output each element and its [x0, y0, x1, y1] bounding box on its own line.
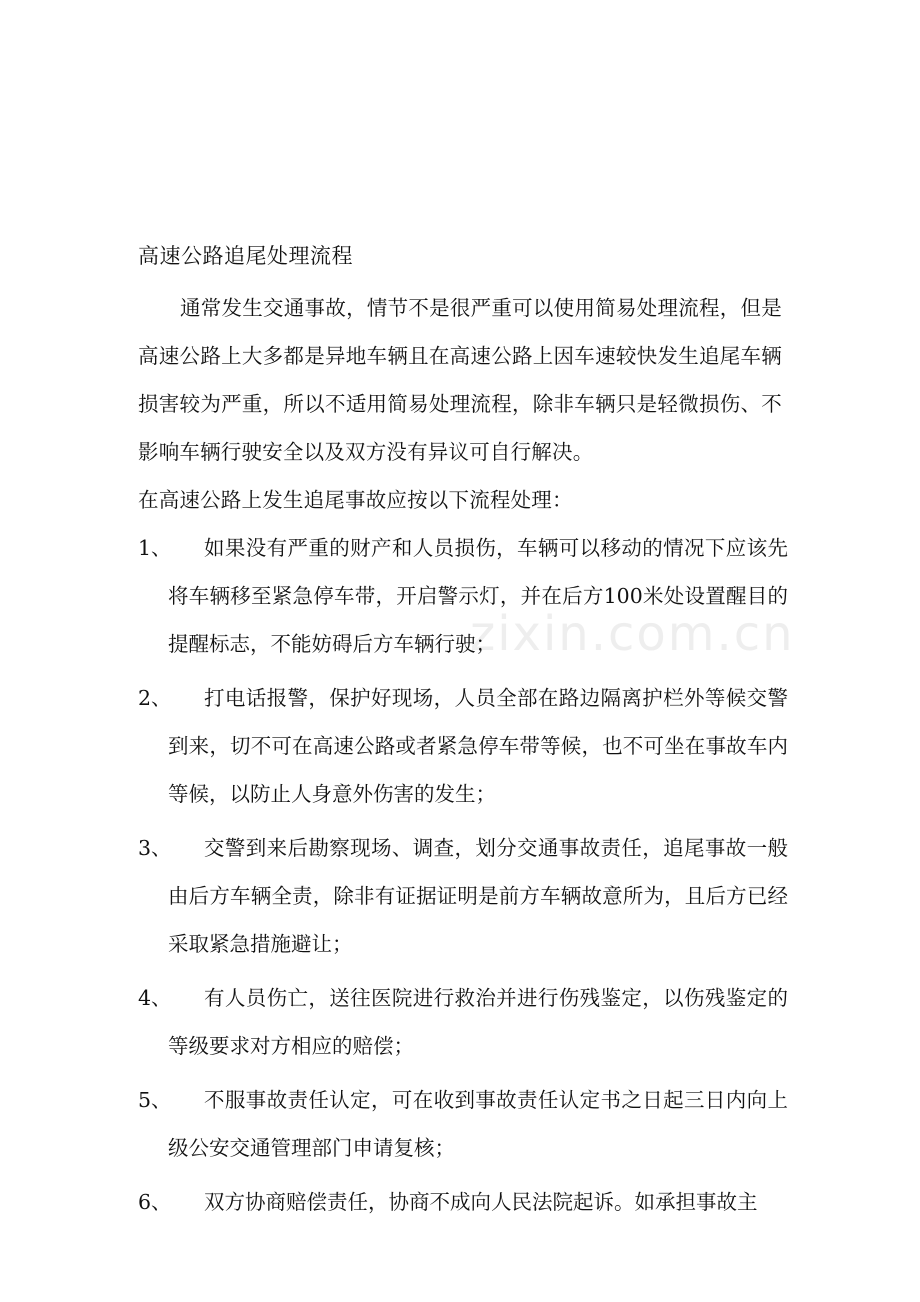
procedure-list [138, 524, 788, 1232]
item-number: 2、 [138, 686, 172, 710]
item-text: 如果没有严重的财产和人员损伤，车辆可以移动的情况下应该先将车辆移至紧急停车带，开启警示灯，并在后方100米处设置醒目的提醒标志，不能妨碍后方车辆行驶； [168, 536, 788, 656]
item-number: 3、 [138, 836, 172, 860]
item-text: 双方协商赔偿责任，协商不成向人民法院起诉。如承担事故主 [204, 1190, 758, 1214]
item-number: 1、 [138, 536, 172, 560]
item-number: 4、 [138, 986, 172, 1010]
watermark: zixin.com.cn [470, 606, 795, 662]
item-text: 不服事故责任认定，可在收到事故责任认定书之日起三日内向上级公安交通管理部门申请复核； [168, 1088, 788, 1160]
item-number: 5、 [138, 1088, 172, 1112]
list-item [138, 824, 788, 968]
item-number: 6、 [138, 1190, 172, 1214]
item-text: 交警到来后勘察现场、调查，划分交通事故责任，追尾事故一般由后方车辆全责，除非有证据证明是前方车辆故意所为，且后方已经采取紧急措施避让； [168, 836, 788, 956]
lead-paragraph: 在高速公路上发生追尾事故应按以下流程处理： [138, 488, 573, 512]
item-text: 打电话报警，保护好现场，人员全部在路边隔离护栏外等候交警到来，切不可在高速公路或者紧急停车带等候，也不可坐在事故车内等候，以防止人身意外伤害的发生； [168, 686, 788, 806]
list-item [138, 974, 788, 1070]
list-item [138, 524, 788, 668]
intro-block [138, 284, 782, 524]
document-title: 高速公路追尾处理流程 [138, 244, 353, 268]
item-text: 有人员伤亡，送往医院进行救治并进行伤残鉴定，以伤残鉴定的等级要求对方相应的赔偿； [168, 986, 788, 1058]
list-item [138, 1178, 788, 1226]
list-item [138, 674, 788, 818]
intro-paragraph: 通常发生交通事故，情节不是很严重可以使用简易处理流程，但是高速公路上大多都是异地车辆且在高速公路上因车速较快发生追尾车辆损害较为严重，所以不适用简易处理流程，除非车辆只是轻微损伤、不影响车辆行驶安全以及双方没有异议可自行解决。 [138, 296, 782, 464]
list-item [138, 1076, 788, 1172]
